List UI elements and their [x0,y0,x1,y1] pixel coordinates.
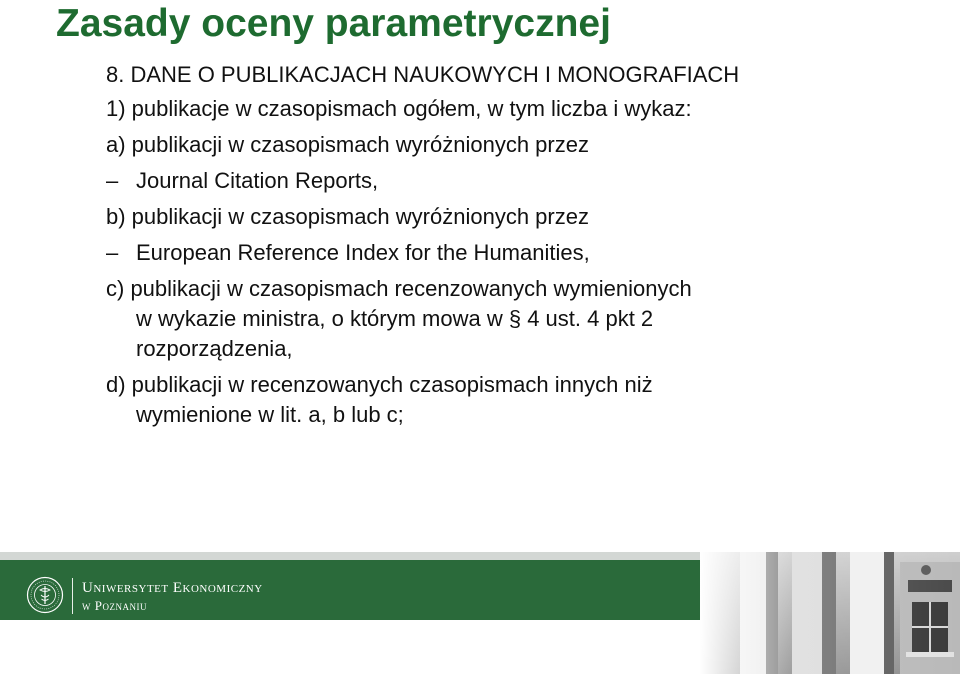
slide-body [106,60,926,430]
footer-band [0,552,960,674]
footer-band-green [0,560,700,620]
university-name-line-1: Uniwersytet Ekonomiczny [82,580,263,596]
university-seal-icon [26,576,64,614]
item-d-line-2: wymienione w lit. a, b lub c; [136,402,404,427]
item-b-continuation [106,238,926,268]
item-c-line-3: rozporządzenia, [136,336,293,361]
item-c-line-2: w wykazie ministra, o którym mowa w § 4 ust. 4 pkt 2 [136,306,654,331]
section-heading: 8. DANE O PUBLIKACJACH NAUKOWYCH I MONOGRAFIACH [106,62,740,87]
footer-divider [72,578,73,614]
item-b-source: European Reference Index for the Humanities, [136,240,590,265]
item-1: 1) publikacje w czasopismach ogółem, w tym liczba i wykaz: [106,96,692,121]
item-b: b) publikacji w czasopismach wyróżnionych przez [106,204,589,229]
item-a-continuation [106,166,926,196]
building-photo [700,552,960,674]
item-a-source: Journal Citation Reports, [136,168,379,193]
item-a: a) publikacji w czasopismach wyróżnionych przez [106,132,589,157]
university-name-line-2: w Poznaniu [82,598,147,613]
dash-marker: – [106,168,119,193]
dash-marker: – [106,240,119,265]
item-c: c) publikacji w czasopismach recenzowanych wymienionych [106,276,692,301]
slide-title: Zasady oceny parametrycznej [56,2,611,45]
item-d: d) publikacji w recenzowanych czasopismach innych niż [106,372,653,397]
